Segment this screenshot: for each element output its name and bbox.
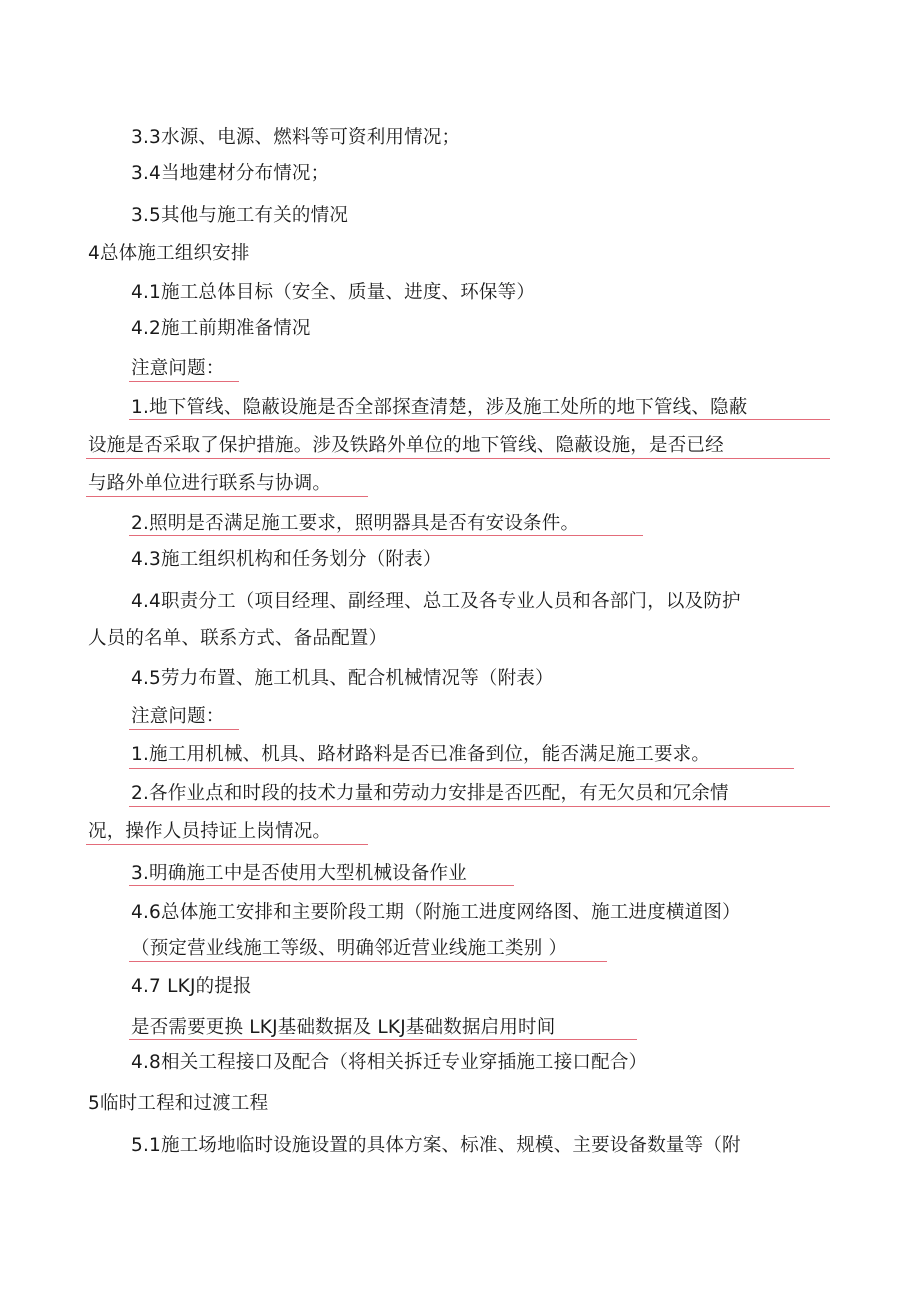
note-underline <box>129 961 607 962</box>
note-heading: 注意问题： <box>131 706 225 727</box>
section-4-4-line-1: 4.4职责分工（项目经理、副经理、总工及各专业人员和各部门，以及防护 <box>131 591 741 612</box>
note-underline <box>129 535 643 536</box>
note-item-2-line-2: 况，操作人员持证上岗情况。 <box>88 821 332 842</box>
section-4-8: 4.8相关工程接口及配合（将相关拆迁专业穿插施工接口配合） <box>131 1052 648 1073</box>
section-5-1: 5.1施工场地临时设施设置的具体方案、标准、规模、主要设备数量等（附 <box>131 1135 741 1156</box>
note-underline <box>129 381 239 382</box>
note-underline <box>129 1039 637 1040</box>
note-heading: 注意问题： <box>131 358 225 379</box>
note-underline <box>129 885 514 886</box>
section-4-3: 4.3施工组织机构和任务划分（附表） <box>131 549 442 570</box>
note-item-1: 1.施工用机械、机具、路材路料是否已准备到位，能否满足施工要求。 <box>131 744 711 765</box>
note-underline <box>129 806 830 807</box>
note-item-1-line-3: 与路外单位进行联系与协调。 <box>88 473 332 494</box>
note-item-1-line-2: 设施是否采取了保护措施。涉及铁路外单位的地下管线、隐蔽设施，是否已经 <box>88 435 724 456</box>
note-underline <box>129 768 794 769</box>
section-3-3: 3.3水源、电源、燃料等可资利用情况； <box>131 127 461 148</box>
note-underline <box>86 458 830 459</box>
section-4-7: 4.7 LKJ的提报 <box>131 976 252 997</box>
section-3-4: 3.4当地建材分布情况； <box>131 163 330 184</box>
section-4-7-note: 是否需要更换 LKJ基础数据及 LKJ基础数据启用时间 <box>131 1017 556 1038</box>
heading-section-5: 5临时工程和过渡工程 <box>88 1093 269 1114</box>
section-4-2: 4.2施工前期准备情况 <box>131 318 311 339</box>
note-item-2-line-1: 2.各作业点和时段的技术力量和劳动力安排是否匹配，有无欠员和冗余情 <box>131 783 729 804</box>
note-item-1-line-1: 1.地下管线、隐蔽设施是否全部探查清楚，涉及施工处所的地下管线、隐蔽 <box>131 397 748 418</box>
note-underline <box>129 419 830 420</box>
heading-section-4: 4总体施工组织安排 <box>88 243 250 264</box>
note-underline <box>129 729 239 730</box>
note-item-2: 2.照明是否满足施工要求，照明器具是否有安设条件。 <box>131 513 580 534</box>
section-4-4-line-2: 人员的名单、联系方式、备品配置） <box>88 628 388 649</box>
section-4-5: 4.5劳力布置、施工机具、配合机械情况等（附表） <box>131 668 554 689</box>
section-4-6-line-2: （预定营业线施工等级、明确邻近营业线施工类别 ） <box>131 938 568 959</box>
note-item-3: 3.明确施工中是否使用大型机械设备作业 <box>131 863 467 884</box>
section-4-1: 4.1施工总体目标（安全、质量、进度、环保等） <box>131 282 536 303</box>
section-3-5: 3.5其他与施工有关的情况 <box>131 205 349 226</box>
note-underline <box>86 496 368 497</box>
note-underline <box>86 844 368 845</box>
section-4-6-line-1: 4.6总体施工安排和主要阶段工期（附施工进度网络图、施工进度横道图） <box>131 902 741 923</box>
